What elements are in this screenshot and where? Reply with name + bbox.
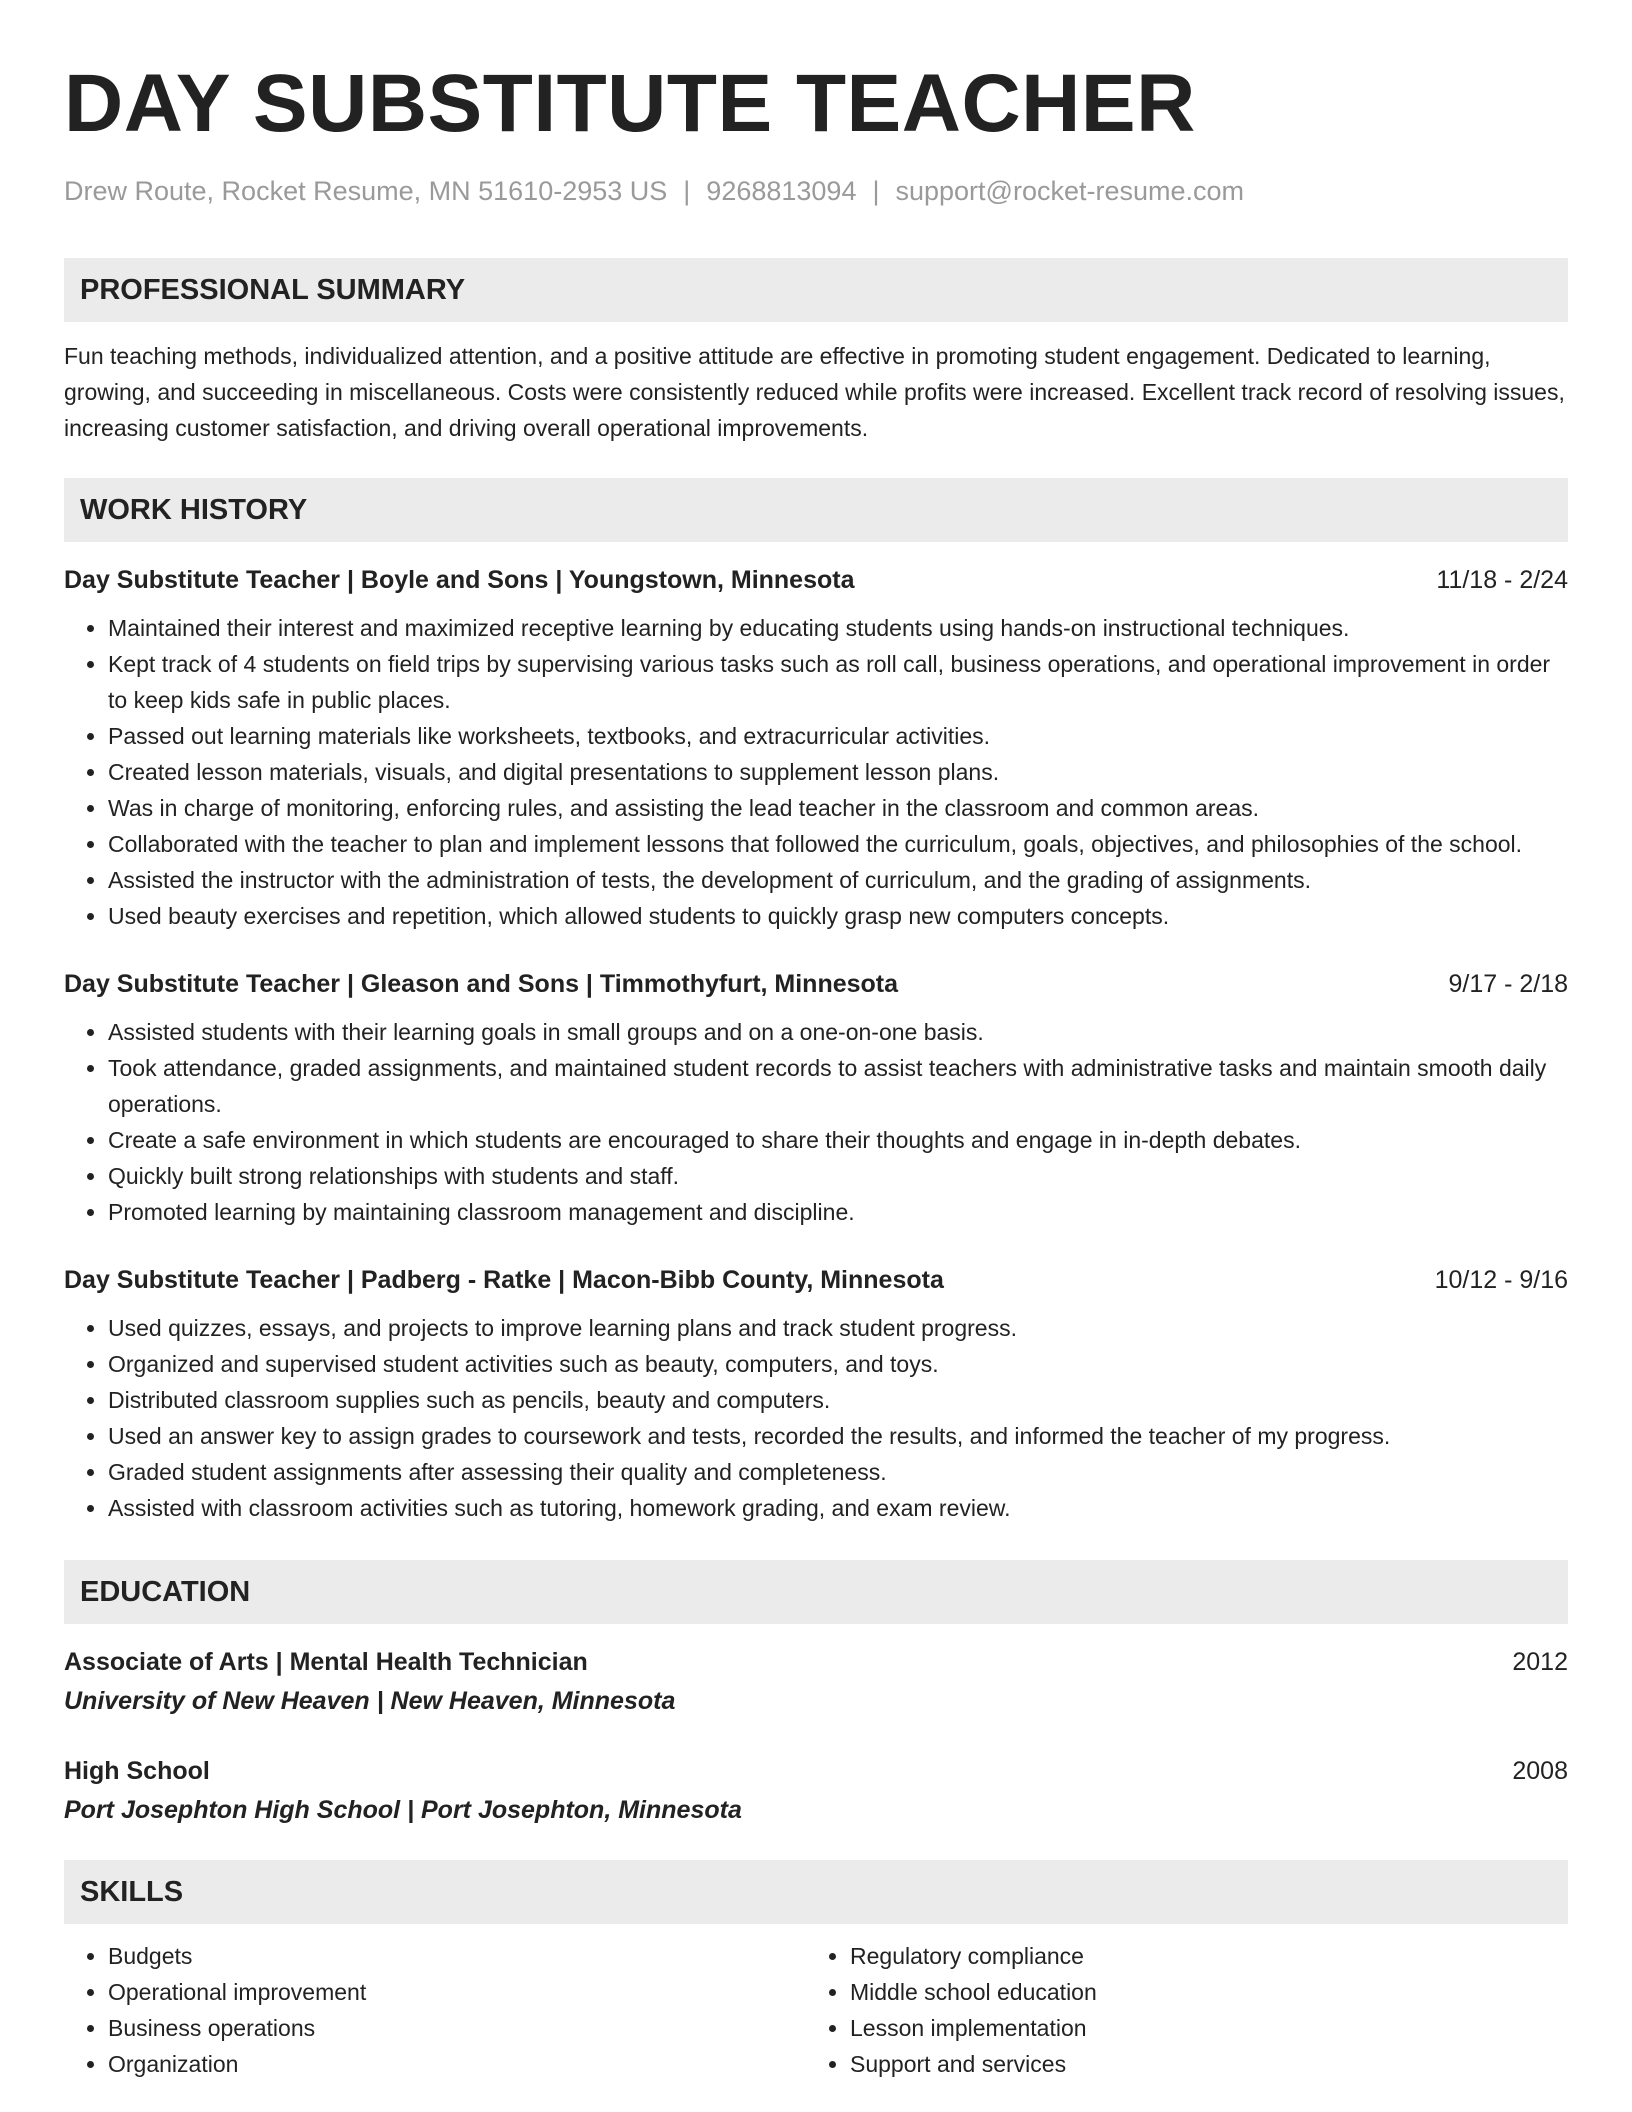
contact-phone: 9268813094 [706, 176, 857, 206]
job-header [64, 564, 1568, 596]
skill-item: • Operational improvement [108, 1974, 806, 2010]
contact-address: Drew Route, Rocket Resume, MN 51610-2953 US [64, 176, 668, 206]
job-entry [64, 968, 1568, 1230]
job-bullet-list [64, 1014, 1568, 1230]
job-bullet: • Used beauty exercises and repetition, which allowed students to quickly grasp new computers concepts. [108, 898, 1568, 934]
contact-line [64, 174, 1568, 208]
job-bullet: • Distributed classroom supplies such as pencils, beauty and computers. [108, 1382, 1568, 1418]
contact-separator: | [872, 176, 880, 206]
education-degree: High School [64, 1757, 210, 1785]
job-dates: 11/18 - 2/24 [1436, 566, 1568, 594]
skill-item: • Regulatory compliance [850, 1938, 1548, 1974]
job-bullet: • Organized and supervised student activities such as beauty, computers, and toys. [108, 1346, 1568, 1382]
skill-item: • Support and services [850, 2046, 1548, 2082]
education-header [64, 1646, 1568, 1678]
job-header [64, 968, 1568, 1000]
skill-item: • Middle school education [850, 1974, 1548, 2010]
resume-page [64, 0, 1568, 2082]
job-bullet: • Maintained their interest and maximized receptive learning by educating students using hands-on instructional techniques. [108, 610, 1568, 646]
job-bullet: • Assisted students with their learning goals in small groups and on a one-on-one basis. [108, 1014, 1568, 1050]
education-entry [64, 1755, 1568, 1826]
education-header [64, 1755, 1568, 1787]
education-entry [64, 1646, 1568, 1717]
skills-list-right [806, 1938, 1548, 2082]
job-bullet: • Was in charge of monitoring, enforcing rules, and assisting the lead teacher in the classroom and common areas. [108, 790, 1568, 826]
job-bullet: • Used an answer key to assign grades to coursework and tests, recorded the results, and informed the teacher of my progress. [108, 1418, 1568, 1454]
job-title: Day Substitute Teacher | Gleason and Sons | Timmothyfurt, Minnesota [64, 970, 899, 998]
job-entry [64, 1264, 1568, 1526]
job-bullet: • Assisted the instructor with the administration of tests, the development of curriculum, and the grading of assignments. [108, 862, 1568, 898]
job-entry [64, 564, 1568, 934]
section-heading-education: EDUCATION [64, 1560, 1568, 1624]
job-bullet: • Quickly built strong relationships with students and staff. [108, 1158, 1568, 1194]
job-title: Day Substitute Teacher | Boyle and Sons | Youngstown, Minnesota [64, 566, 855, 594]
job-bullet: • Kept track of 4 students on field trips by supervising various tasks such as roll call, business operations, and operational improvement in order to keep kids safe in public places. [108, 646, 1568, 718]
job-bullet-list [64, 1310, 1568, 1526]
job-bullet: • Passed out learning materials like worksheets, textbooks, and extracurricular activities. [108, 718, 1568, 754]
contact-separator: | [683, 176, 691, 206]
education-year: 2012 [1512, 1648, 1568, 1676]
job-dates: 10/12 - 9/16 [1434, 1266, 1568, 1294]
job-bullet: • Created lesson materials, visuals, and digital presentations to supplement lesson plans. [108, 754, 1568, 790]
job-bullet: • Collaborated with the teacher to plan and implement lessons that followed the curriculum, goals, objectives, and philosophies of the school. [108, 826, 1568, 862]
education-degree: Associate of Arts | Mental Health Technician [64, 1648, 588, 1676]
job-header [64, 1264, 1568, 1296]
job-bullet: • Took attendance, graded assignments, and maintained student records to assist teachers with administrative tasks and maintain smooth daily operations. [108, 1050, 1568, 1122]
job-bullet: • Assisted with classroom activities such as tutoring, homework grading, and exam review. [108, 1490, 1568, 1526]
contact-email: support@rocket-resume.com [895, 176, 1245, 206]
job-bullet: • Used quizzes, essays, and projects to improve learning plans and track student progress. [108, 1310, 1568, 1346]
skill-item: • Lesson implementation [850, 2010, 1548, 2046]
job-bullet-list [64, 610, 1568, 934]
section-heading-summary: PROFESSIONAL SUMMARY [64, 258, 1568, 322]
resume-title: DAY SUBSTITUTE TEACHER [64, 58, 1196, 149]
section-heading-work-history: WORK HISTORY [64, 478, 1568, 542]
job-title: Day Substitute Teacher | Padberg - Ratke | Macon-Bibb County, Minnesota [64, 1266, 944, 1294]
skills-columns [64, 1938, 1568, 2082]
skill-item: • Organization [108, 2046, 806, 2082]
skill-item: • Budgets [108, 1938, 806, 1974]
skill-item: • Business operations [108, 2010, 806, 2046]
education-school: Port Josephton High School | Port Josephton, Minnesota [64, 1796, 742, 1824]
skills-list-left [64, 1938, 806, 2082]
education-school: University of New Heaven | New Heaven, Minnesota [64, 1687, 676, 1715]
job-bullet: • Create a safe environment in which students are encouraged to share their thoughts and engage in in-depth debates. [108, 1122, 1568, 1158]
summary-text: Fun teaching methods, individualized attention, and a positive attitude are effective in promoting student engagement. Dedicated to learning, growing, and succeeding in miscellaneous. Costs were consistently reduced while profits were increased. Excellent track record of resolving issues, increasing customer satisfaction, and driving overall operational improvements. [64, 343, 1565, 441]
education-year: 2008 [1512, 1757, 1568, 1785]
job-dates: 9/17 - 2/18 [1448, 970, 1568, 998]
job-bullet: • Graded student assignments after assessing their quality and completeness. [108, 1454, 1568, 1490]
section-heading-skills: SKILLS [64, 1860, 1568, 1924]
job-bullet: • Promoted learning by maintaining classroom management and discipline. [108, 1194, 1568, 1230]
